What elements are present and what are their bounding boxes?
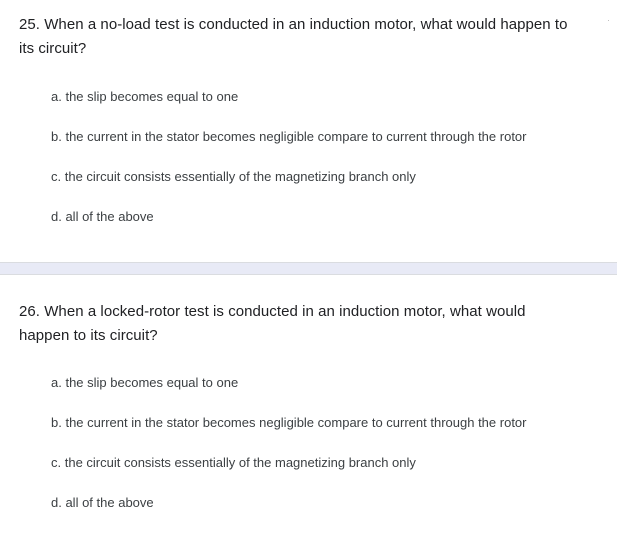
- option-d[interactable]: d. all of the above: [51, 495, 154, 510]
- question-card-25: [0, 0, 617, 262]
- card-separator: [0, 262, 617, 275]
- option-c[interactable]: c. the circuit consists essentially of the magnetizing branch only: [51, 169, 416, 184]
- option-a[interactable]: a. the slip becomes equal to one: [51, 89, 239, 104]
- option-c[interactable]: c. the circuit consists essentially of the magnetizing branch only: [51, 455, 416, 470]
- option-b[interactable]: b. the current in the stator becomes negligible compare to current through the rotor: [51, 129, 527, 144]
- option-b[interactable]: b. the current in the stator becomes negligible compare to current through the rotor: [51, 415, 527, 430]
- option-d[interactable]: d. all of the above: [51, 209, 154, 224]
- question-title: 25. When a no-load test is conducted in an induction motor, what would happen to its circuit?: [19, 16, 568, 57]
- question-card-26: [0, 275, 617, 537]
- corner-dot: [608, 20, 609, 21]
- question-title: 26. When a locked-rotor test is conducted in an induction motor, what would happen to its circuit?: [19, 303, 526, 344]
- option-a[interactable]: a. the slip becomes equal to one: [51, 375, 239, 390]
